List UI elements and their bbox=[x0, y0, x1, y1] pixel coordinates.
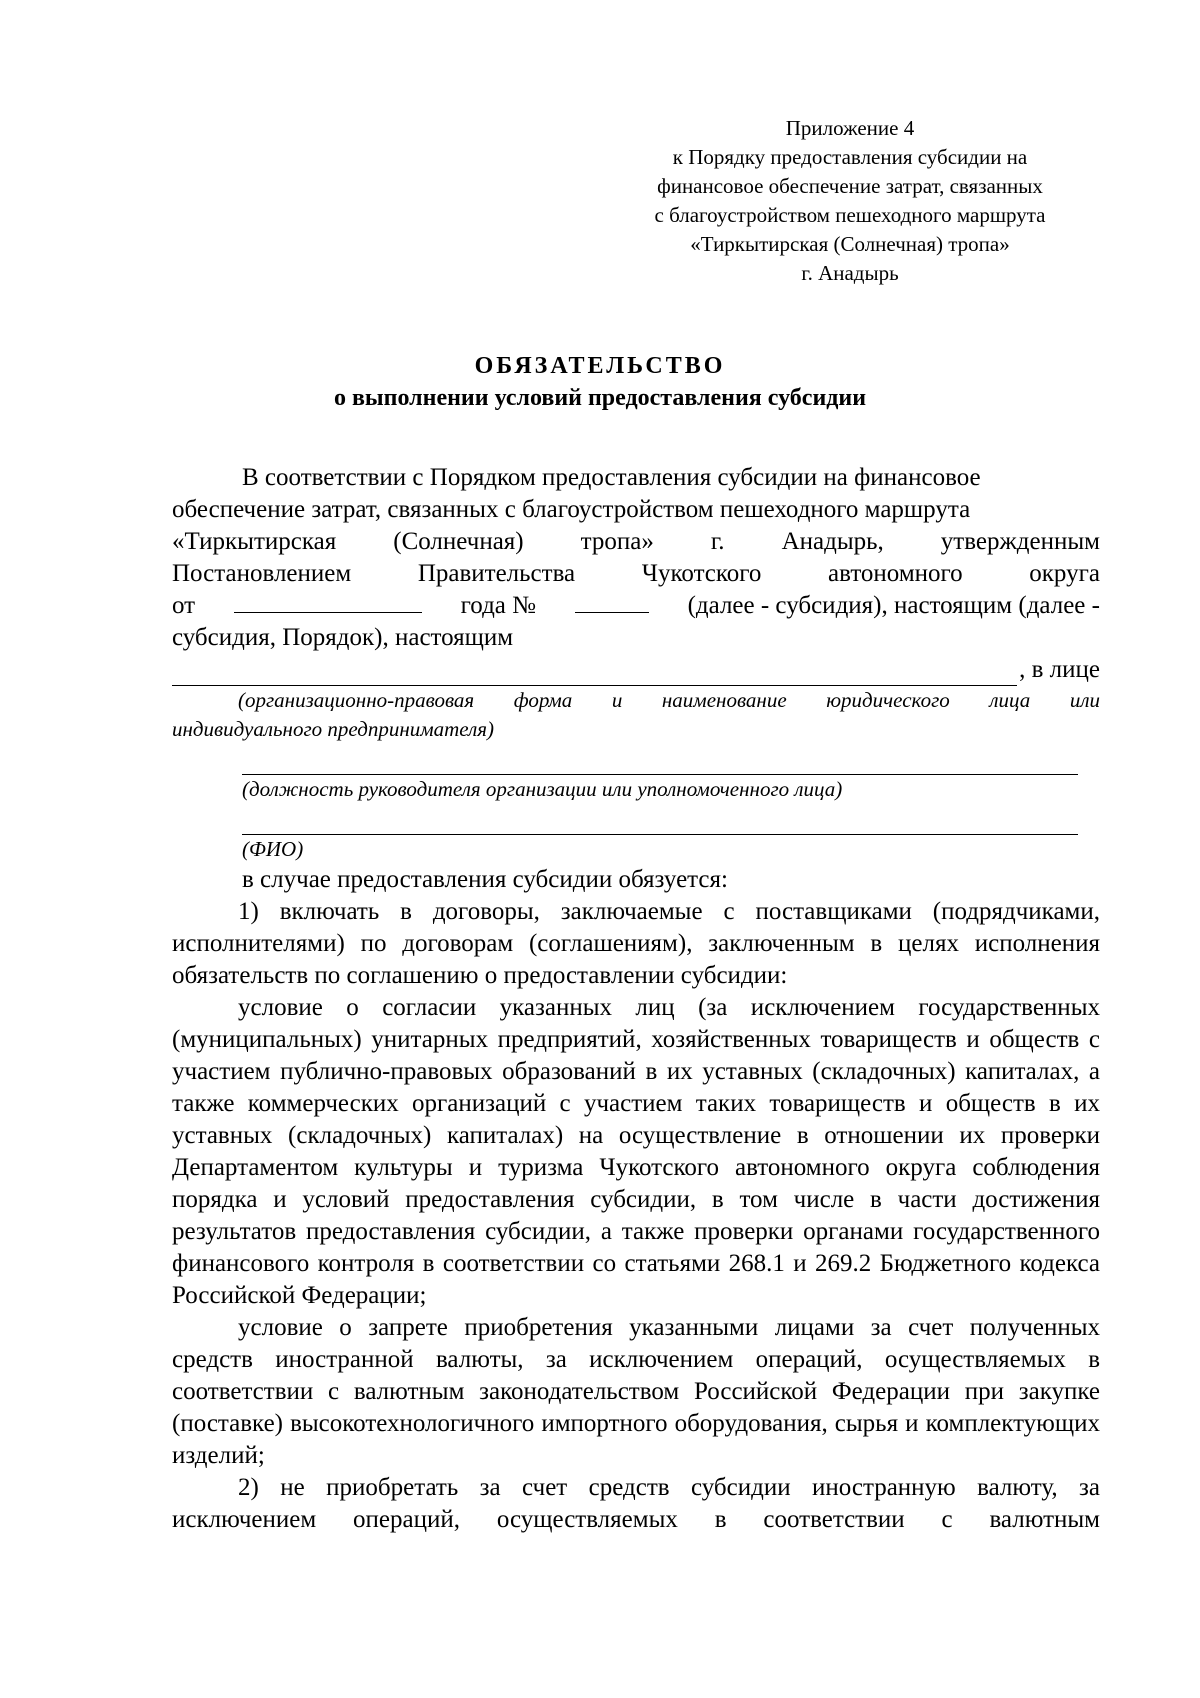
intro-word: Анадырь, bbox=[781, 528, 884, 555]
intro-text: В соответствии с Порядком предоставления субсидии на финансовое bbox=[242, 464, 981, 491]
fio-hint: (ФИО) bbox=[242, 837, 304, 861]
hint-word: наименование bbox=[661, 688, 787, 712]
intro-text: (далее - субсидия), настоящим (далее - bbox=[687, 592, 1100, 619]
appendix-line: с благоустройством пешеходного маршрута bbox=[654, 203, 1046, 227]
org-hint bbox=[172, 686, 1100, 715]
from-label: от bbox=[172, 592, 196, 619]
intro-line-justified bbox=[172, 558, 1100, 590]
org-hint-line2: индивидуального предпринимателя) bbox=[172, 717, 495, 741]
intro-word: округа bbox=[1029, 560, 1100, 587]
intro-line bbox=[172, 494, 1100, 526]
obligation-item-1: 1) включать в договоры, заключаемые с поставщиками (подрядчиками, исполнителями) по договорам (соглашениям), заключенным в целях исполнения обязательств по соглашению о предоставлении субсидии: bbox=[172, 898, 1100, 989]
obligation-condition-1: условие о согласии указанных лиц (за исключением государственных (муниципальных) унитарных предприятий, хозяйственных товариществ и обществ с участием публично-правовых образований в их уставных (складочных) капиталах, а также коммерческих организаций с участием таких товариществ и обществ в их уставных (складочных) капиталах) на осуществление в отношении их проверки Департаментом культуры и туризма Чукотского автономного округа соблюдения порядка и условий предоставления субсидии, в том числе в части достижения результатов предоставления субсидии, а также проверки органами государственного финансового контроля в соответствии со статьями 268.1 и 269.2 Бюджетного кодекса Российской Федерации; bbox=[172, 994, 1100, 1309]
intro-word: автономного bbox=[828, 560, 963, 587]
intro-word: утвержденным bbox=[940, 528, 1100, 555]
appendix-line: г. Анадырь bbox=[801, 261, 899, 285]
fio-blank[interactable] bbox=[242, 804, 1078, 835]
document-body bbox=[172, 462, 1100, 1536]
appendix-line: финансовое обеспечение затрат, связанных bbox=[657, 174, 1043, 198]
obligation-item-2: 2) не приобретать за счет средств субсидии иностранную валюту, за исключением операций, осуществляемых в соответствии с валютным bbox=[172, 1474, 1100, 1533]
intro-text: обеспечение затрат, связанных с благоустройством пешеходного маршрута bbox=[172, 496, 971, 523]
intro-text: субсидия, Порядок), настоящим bbox=[172, 624, 514, 651]
intro-line bbox=[172, 622, 1100, 654]
appendix-line: «Тиркытирская (Солнечная) тропа» bbox=[690, 232, 1010, 256]
intro-word: Чукотского bbox=[641, 560, 762, 587]
date-blank[interactable] bbox=[234, 590, 422, 613]
recipient-row bbox=[172, 654, 1100, 686]
number-blank[interactable] bbox=[575, 590, 649, 613]
year-number-label: года № bbox=[460, 592, 537, 619]
document-subtitle: о выполнении условий предоставления субсидии bbox=[333, 385, 867, 411]
hint-word: юридического bbox=[826, 688, 950, 712]
hint-word: или bbox=[1069, 688, 1100, 712]
appendix-line: Приложение 4 bbox=[785, 116, 915, 140]
hint-word: (организационно-правовая bbox=[238, 688, 475, 712]
appendix-header bbox=[600, 114, 1100, 288]
hint-word: форма bbox=[513, 688, 573, 712]
document-title: ОБЯЗАТЕЛЬСТВО bbox=[474, 353, 726, 379]
intro-word: Правительства bbox=[417, 560, 576, 587]
intro-line-date bbox=[172, 590, 1100, 622]
intro-word: г. bbox=[710, 528, 725, 555]
intro-line-justified bbox=[172, 526, 1100, 558]
intro-line bbox=[172, 462, 1100, 494]
recipient-name-blank[interactable] bbox=[172, 661, 1017, 686]
position-blank[interactable] bbox=[242, 744, 1078, 775]
intro-word: «Тиркытирская bbox=[172, 528, 337, 555]
appendix-line: к Порядку предоставления субсидии на bbox=[672, 145, 1028, 169]
intro-word: Постановлением bbox=[172, 560, 352, 587]
hint-word: лица bbox=[989, 688, 1031, 712]
obligation-condition-2: условие о запрете приобретения указанными лицами за счет полученных средств иностранной валюты, за исключением операций, осуществляемых в соответствии с валютным законодательством Российской Федерации при закупке (поставке) высокотехнологичного импортного оборудования, сырья и комплектующих изделий; bbox=[172, 1314, 1100, 1469]
obligation-lead: в случае предоставления субсидии обязуется: bbox=[242, 866, 728, 893]
position-hint: (должность руководителя организации или уполномоченного лица) bbox=[242, 777, 843, 801]
intro-word: (Солнечная) bbox=[393, 528, 524, 555]
intro-word: тропа» bbox=[580, 528, 654, 555]
hint-word: и bbox=[611, 688, 623, 712]
in-person-label: , в лице bbox=[1019, 656, 1100, 683]
